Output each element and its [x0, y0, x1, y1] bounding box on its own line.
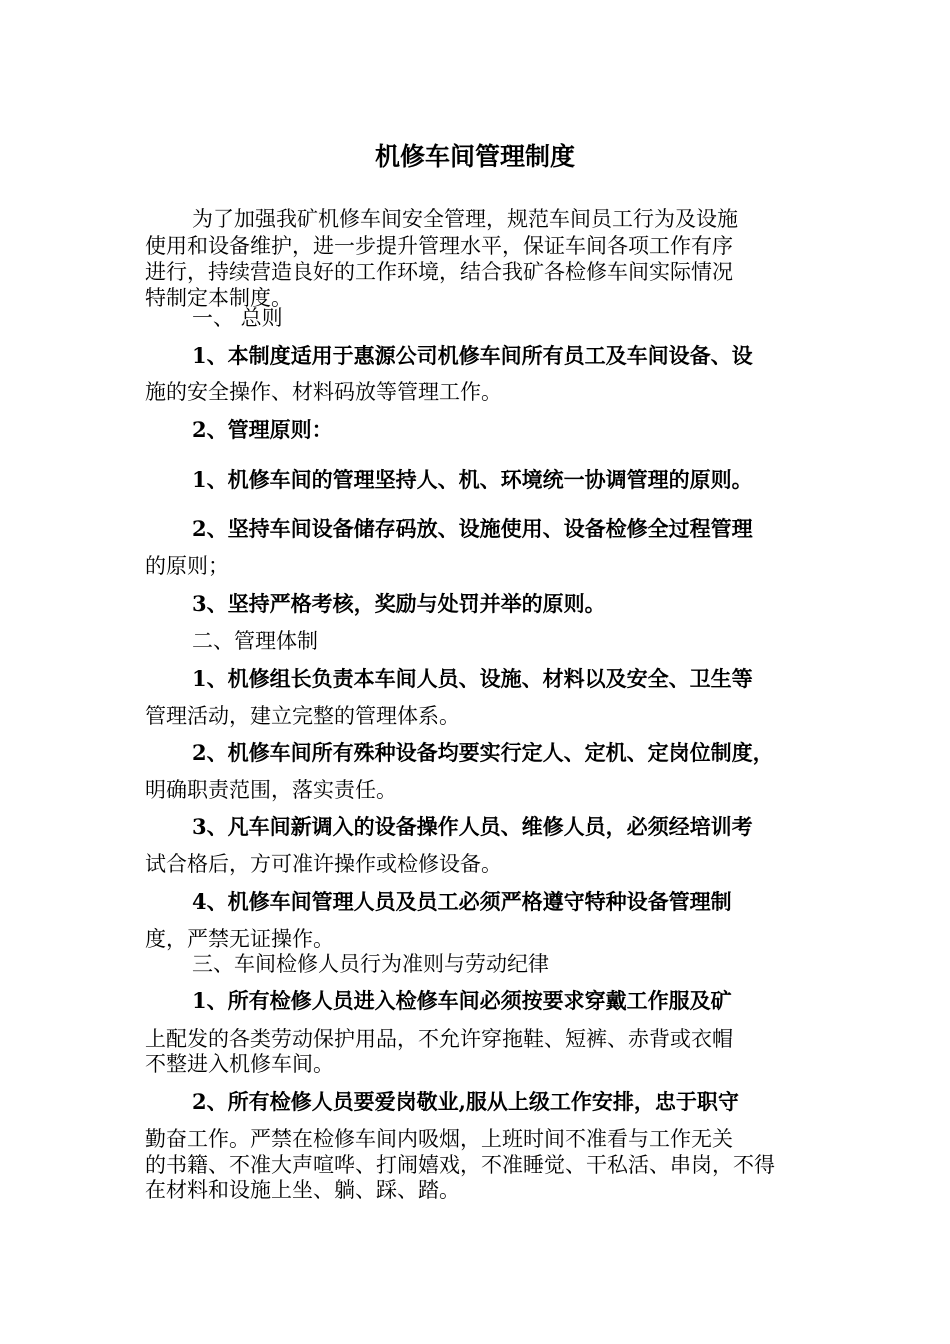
paragraph-line: 的原则；	[145, 554, 229, 578]
paragraph-line: 2、所有检修人员要爱岗敬业,服从上级工作安排，忠于职守	[192, 1089, 739, 1114]
paragraph-line: 2、机修车间所有殊种设备均要实行定人、定机、定岗位制度，	[192, 740, 774, 765]
subheading-principles: 2、管理原则：	[192, 417, 333, 442]
paragraph-line: 不整进入机修车间。	[145, 1052, 334, 1076]
paragraph-line: 1、机修车间的管理坚持人、机、环境统一协调管理的原则。	[192, 467, 753, 492]
paragraph-line: 明确职责范围，落实责任。	[145, 778, 397, 802]
paragraph-line: 1、本制度适用于惠源公司机修车间所有员工及车间设备、设	[192, 343, 753, 368]
paragraph-line: 3、坚持严格考核，奖励与处罚并举的原则。	[192, 591, 606, 616]
intro-line-3: 进行，持续营造良好的工作环境，结合我矿各检修车间实际情况	[145, 260, 733, 284]
page-title: 机修车间管理制度	[374, 142, 575, 171]
intro-line-1: 为了加强我矿机修车间安全管理，规范车间员工行为及设施	[192, 207, 738, 231]
paragraph-line: 试合格后，方可准许操作或检修设备。	[145, 852, 502, 876]
paragraph-line: 1、所有检修人员进入检修车间必须按要求穿戴工作服及矿	[192, 988, 732, 1013]
intro-line-4: 特制定本制度。	[145, 286, 292, 310]
paragraph-line: 勤奋工作。严禁在检修车间内吸烟，上班时间不准看与工作无关	[145, 1127, 733, 1151]
section-heading-3: 三、车间检修人员行为准则与劳动纪律	[192, 952, 549, 976]
intro-line-2: 使用和设备维护，进一步提升管理水平，保证车间各项工作有序	[145, 234, 733, 258]
paragraph-line: 施的安全操作、材料码放等管理工作。	[145, 380, 502, 404]
section-heading-1: 一、 总则	[192, 306, 283, 330]
paragraph-line: 的书籍、不准大声喧哗、打闹嬉戏，不准睡觉、干私活、串岗，不得	[145, 1153, 775, 1177]
paragraph-line: 3、凡车间新调入的设备操作人员、维修人员，必须经培训考	[192, 814, 753, 839]
paragraph-line: 1、机修组长负责本车间人员、设施、材料以及安全、卫生等	[192, 666, 753, 691]
paragraph-line: 管理活动，建立完整的管理体系。	[145, 704, 460, 728]
paragraph-line: 上配发的各类劳动保护用品，不允许穿拖鞋、短裤、赤背或衣帽	[145, 1027, 733, 1051]
section-heading-2: 二、管理体制	[192, 629, 318, 653]
paragraph-line: 2、坚持车间设备储存码放、设施使用、设备检修全过程管理	[192, 516, 753, 541]
paragraph-line: 4、机修车间管理人员及员工必须严格遵守特种设备管理制	[192, 889, 732, 914]
paragraph-line: 在材料和设施上坐、躺、踩、踏。	[145, 1178, 460, 1202]
paragraph-line: 度，严禁无证操作。	[145, 927, 334, 951]
